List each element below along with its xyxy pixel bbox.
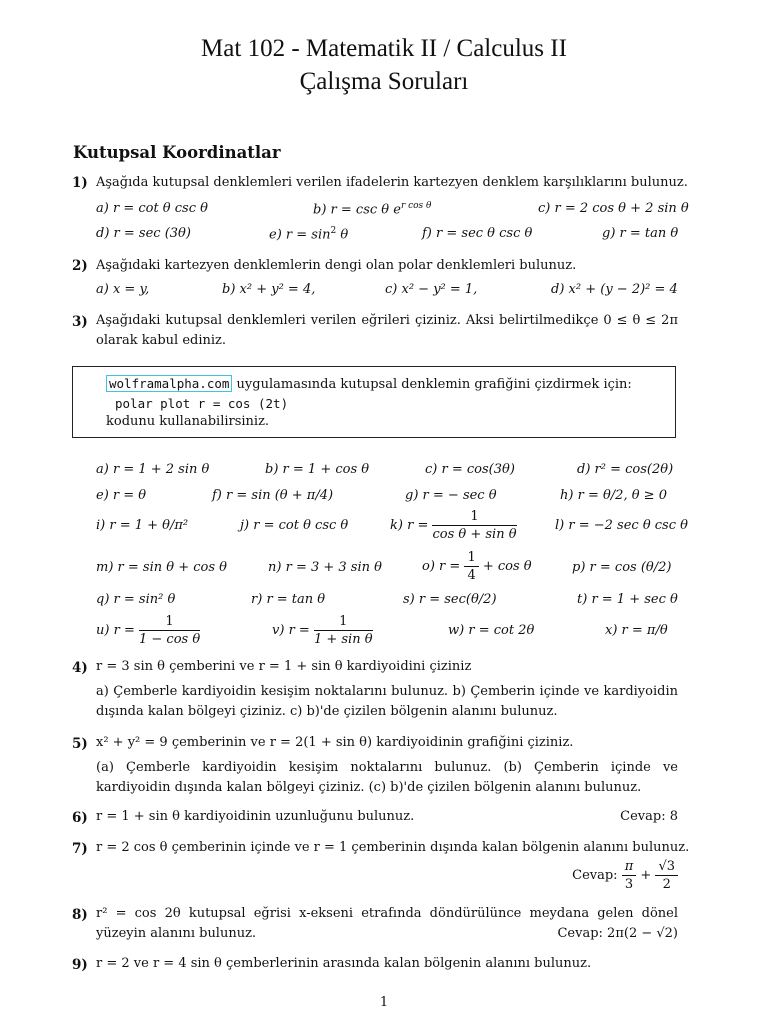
question-text: r = 1 + sin θ kardiyoidinin uzunluğunu bulunuz. <box>96 809 415 824</box>
question-text: x² + y² = 9 çemberinin ve r = 2(1 + sin θ) kardiyoidinin grafiğini çiziniz. <box>96 735 574 750</box>
list-item: r) r = tan θ <box>251 592 326 607</box>
answer: Cevap: 8 <box>620 809 678 824</box>
list-item: e) r = θ <box>96 488 147 503</box>
question-text: r = 2 ve r = 4 sin θ çemberlerinin arasında kalan bölgenin alanını bulunuz. <box>96 956 592 971</box>
question-subtext: a) Çemberle kardiyoidin kesişim noktalarını bulunuz. b) Çemberin içinde ve kardiyoidin dışında kalan bölgeyi çiziniz. c) b)'de çizilen bölgenin alanını bulunuz. <box>96 684 678 719</box>
list-item: h) r = θ/2, θ ≥ 0 <box>560 488 667 503</box>
question-subtext: (a) Çemberle kardiyoidin kesişim noktalarını bulunuz. (b) Çemberin içinde ve kardiyoidin dışında kalan bölgeyi çiziniz. (c) b)'de çizilen bölgenin alanını bulunuz. <box>96 760 678 795</box>
list-item: n) r = 3 + 3 sin θ <box>268 560 382 575</box>
list-item: b) x² + y² = 4, <box>222 282 316 297</box>
list-item: a) r = cot θ csc θ <box>96 201 208 216</box>
info-box <box>72 366 676 438</box>
info-text: kodunu kullanabilirsiniz. <box>106 414 270 429</box>
question-number: 7) <box>72 841 88 857</box>
list-item: u) r = $\frac{1}{\text{1 − cos θ}}$ <box>96 614 201 647</box>
list-item: p) r = cos (θ/2) <box>572 560 672 575</box>
list-item: s) r = sec(θ/2) <box>403 592 497 607</box>
list-item: f) r = sec θ csc θ <box>422 226 533 241</box>
list-item: d) r² = cos(2θ) <box>577 462 674 477</box>
list-item: i) r = 1 + θ/π² <box>96 518 189 533</box>
list-item: d) x² + (y − 2)² = 4 <box>551 282 678 297</box>
list-item: f) r = sin (θ + π/4) <box>212 488 334 503</box>
list-item: m) r = sin θ + cos θ <box>96 560 227 575</box>
list-item: e) $r = \sin^2 \theta$ <box>269 226 349 243</box>
question-text: Aşağıda kutupsal denklemleri verilen ifadelerin kartezyen denklem karşılıklarını bulunuz. <box>96 175 688 190</box>
question-number: 6) <box>72 810 88 826</box>
list-item: c) r = cos(3θ) <box>425 462 515 477</box>
section-title: Kutupsal Koordinatlar <box>73 143 281 162</box>
list-item: t) r = 1 + sec θ <box>577 592 678 607</box>
list-item: k) r = $\frac{1}{\text{cos θ + sin θ}}$ <box>390 509 517 542</box>
code-snippet: polar plot r = cos (2t) <box>115 396 289 411</box>
question-number: 4) <box>72 660 88 676</box>
page-subtitle: Çalışma Soruları <box>299 68 469 95</box>
list-item: g) r = tan θ <box>602 226 679 241</box>
question-number: 5) <box>72 736 88 752</box>
list-item: l) r = −2 sec θ csc θ <box>555 518 688 533</box>
list-item: c) r = 2 cos θ + 2 sin θ <box>538 201 689 216</box>
question-number: 8) <box>72 907 88 923</box>
question-number: 3) <box>72 314 88 330</box>
list-item: j) r = cot θ csc θ <box>240 518 349 533</box>
list-item: o) r = $\frac{1}{4}$ + cos θ <box>422 550 532 583</box>
list-item: v) r = $\frac{1}{\text{1 + sin θ}}$ <box>272 614 373 647</box>
list-item: g) r = − sec θ <box>405 488 497 503</box>
question-text: Aşağıdaki kartezyen denklemlerin dengi olan polar denklemleri bulunuz. <box>96 258 577 273</box>
list-item: x) r = π/θ <box>605 623 668 638</box>
list-item: q) r = sin² θ <box>96 592 176 607</box>
info-text: uygulamasında kutupsal denklemin grafiğini çizdirmek için: <box>232 377 632 392</box>
list-item: a) x = y, <box>96 282 150 297</box>
page-number: 1 <box>379 995 389 1010</box>
list-item: c) x² − y² = 1, <box>385 282 478 297</box>
page-title: Mat 102 - Matematik II / Calculus II <box>201 35 567 62</box>
list-item: a) r = 1 + 2 sin θ <box>96 462 210 477</box>
list-item: d) r = sec (3θ) <box>96 226 191 241</box>
question-text: Aşağıdaki kutupsal denklemleri verilen eğrileri çiziniz. Aksi belirtilmedikçe 0 ≤ θ ≤ 2π olarak kabul ediniz. <box>96 313 678 348</box>
answer: Cevap: $\frac{\pi}{3}$ + $\frac{√3}{2}$ <box>572 858 678 893</box>
answer: Cevap: 2π(2 − √2) <box>551 924 678 944</box>
question-text: r = 3 sin θ çemberini ve r = 1 + sin θ kardiyoidini çiziniz <box>96 659 472 674</box>
list-item: b) r = csc θ $e^{r cos \theta}$ <box>313 201 432 218</box>
question-number: 9) <box>72 957 88 973</box>
question-number: 2) <box>72 258 88 274</box>
list-item: b) r = 1 + cos θ <box>265 462 370 477</box>
list-item: w) r = cot 2θ <box>448 623 535 638</box>
question-text: r² = cos 2θ kutupsal eğrisi x-ekseni etrafında döndürülünce meydana gelen dönel yüzeyin alanını bulunuz. <box>96 906 678 941</box>
question-text: r = 2 cos θ çemberinin içinde ve r = 1 çemberinin dışında kalan bölgenin alanını bulunuz. <box>96 840 690 855</box>
question-number: 1) <box>72 175 88 191</box>
wolframalpha-link[interactable]: wolframalpha.com <box>106 375 232 392</box>
